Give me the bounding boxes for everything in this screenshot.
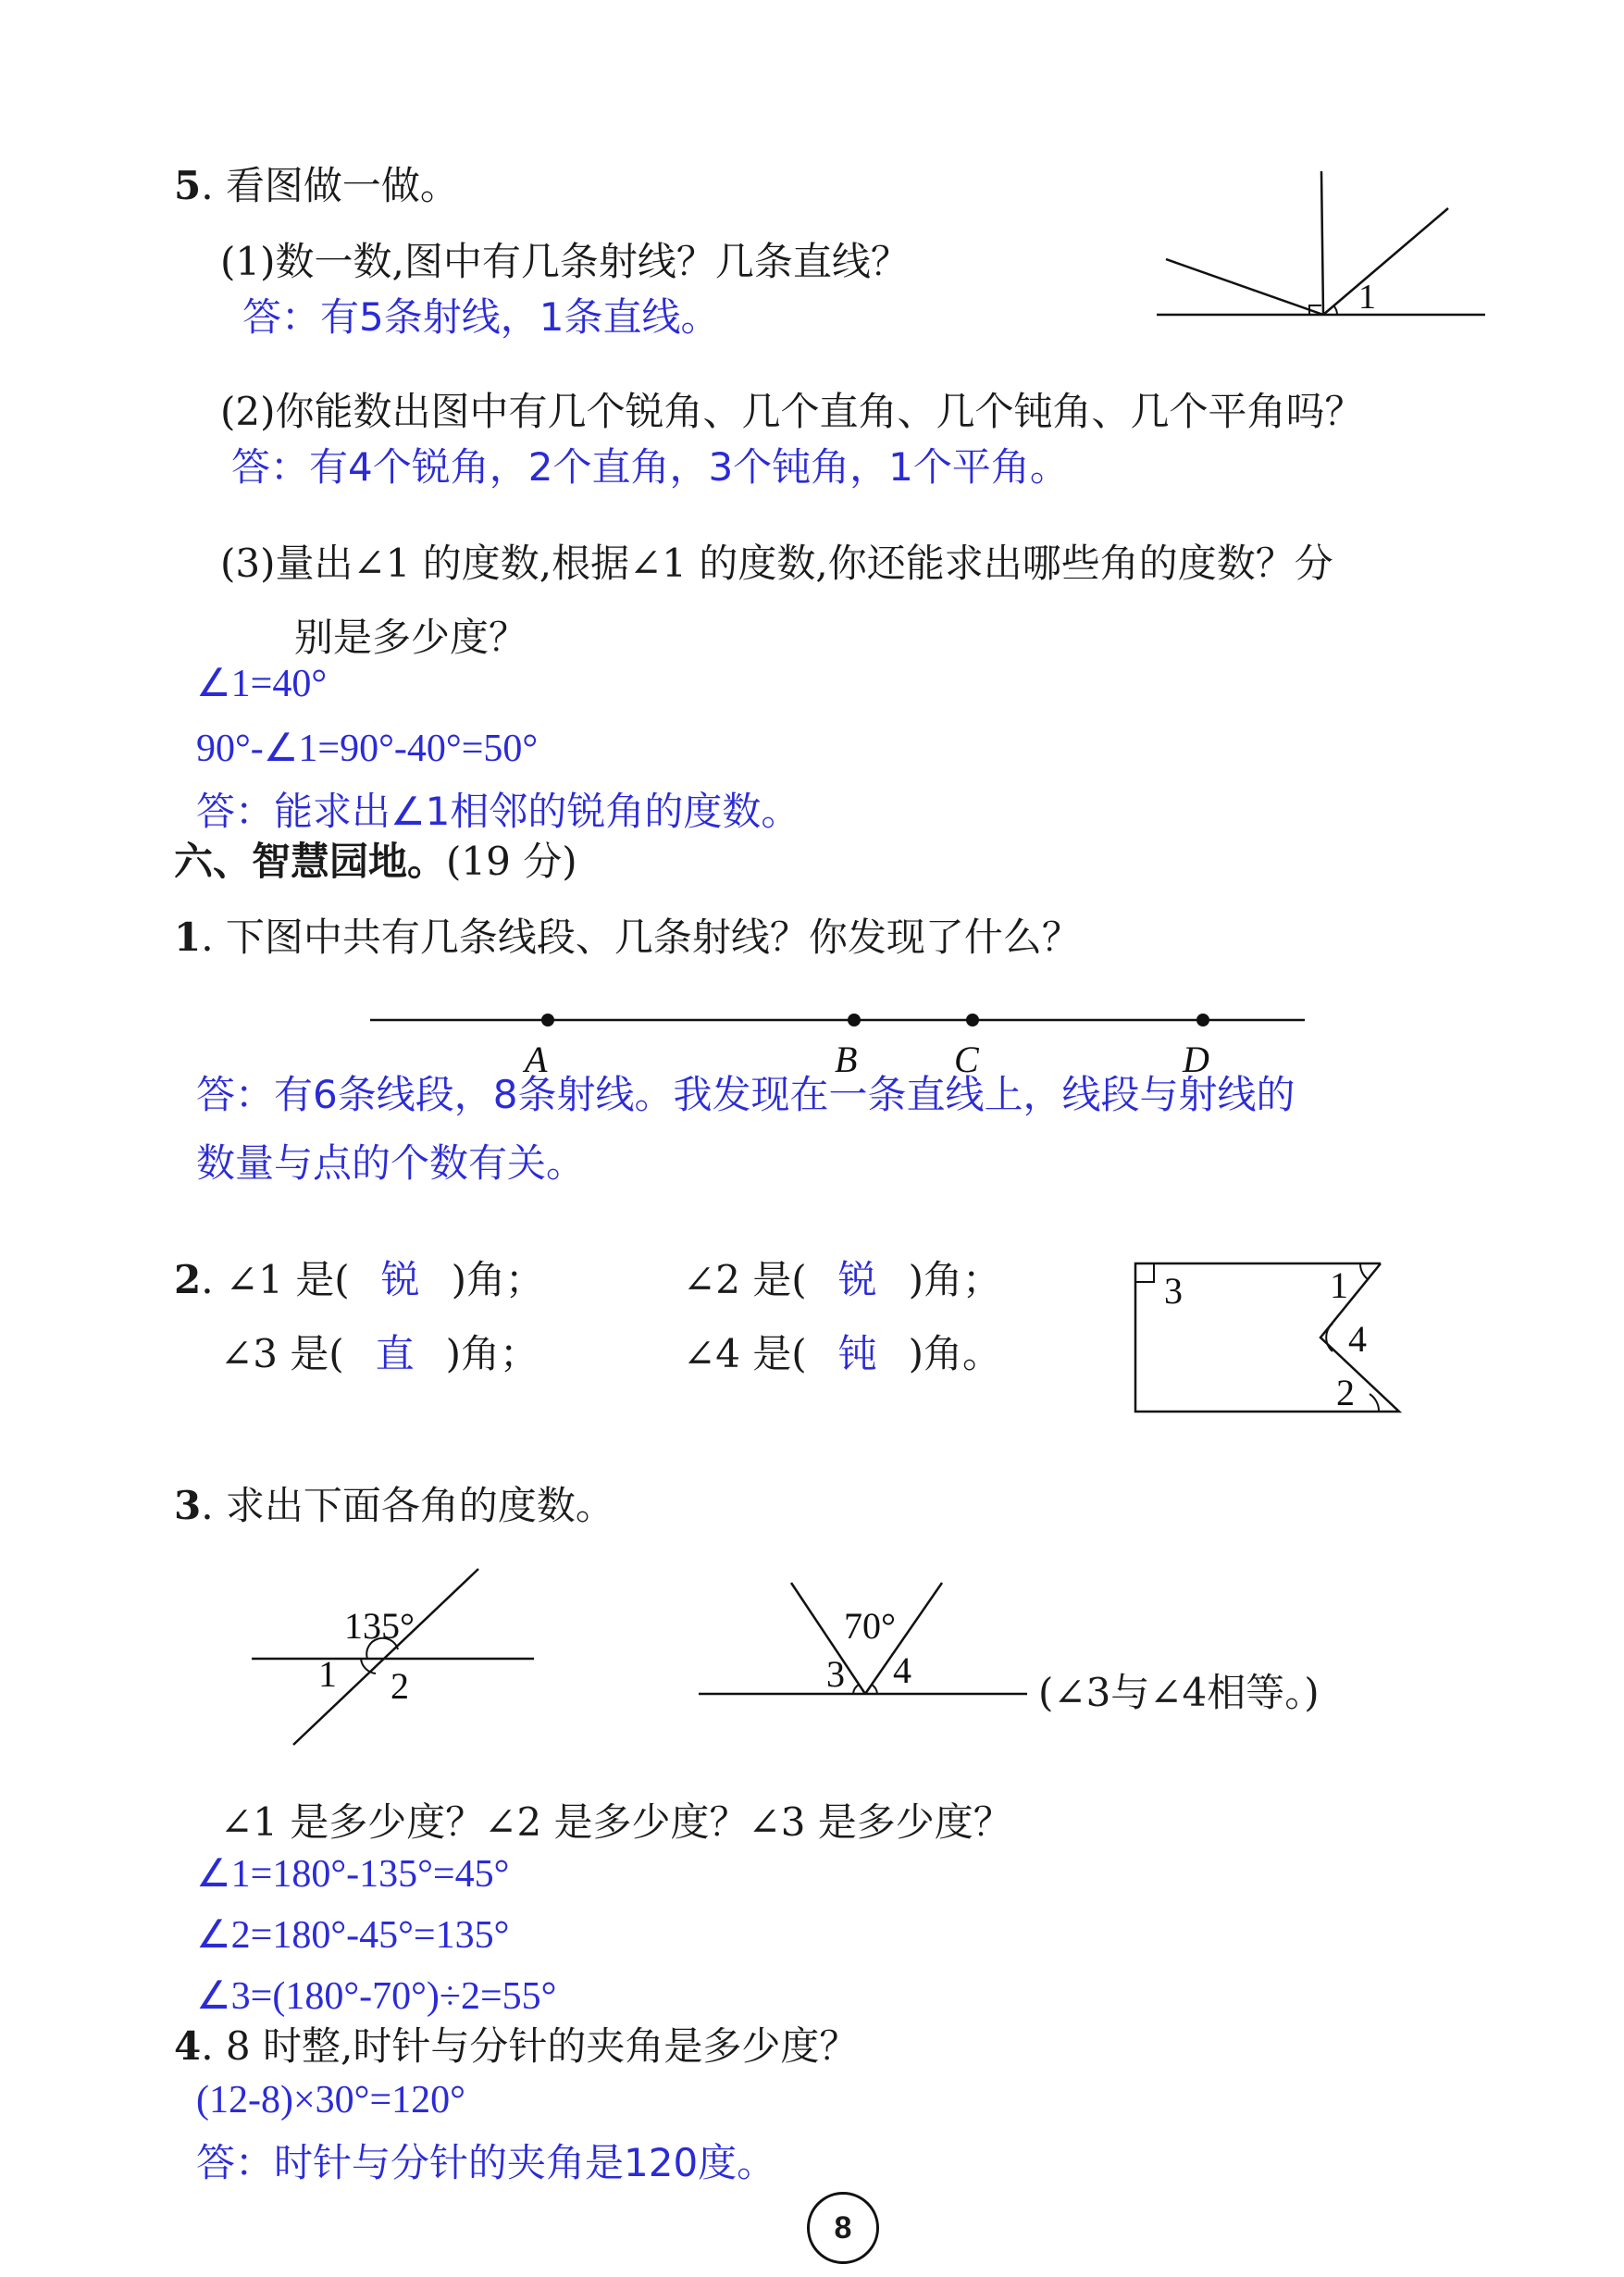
page-number: 8 bbox=[807, 2192, 879, 2264]
q5-answer3-line3: 答：能求出∠1相邻的锐角的度数。 bbox=[196, 789, 800, 834]
q1-answer-line2: 数量与点的个数有关。 bbox=[196, 1140, 586, 1186]
q5-title bbox=[174, 163, 459, 208]
q4-number: 4 bbox=[174, 2023, 202, 2069]
q3-answer1: ∠1=180°-135°=45° bbox=[196, 1853, 510, 1896]
q2-angle1-suffix: )角； bbox=[451, 1257, 544, 1302]
q2-angle2-prefix: ∠2 是( bbox=[683, 1257, 807, 1302]
q2-label-3: 3 bbox=[1164, 1270, 1183, 1312]
q3-fig2-label-4: 4 bbox=[893, 1649, 911, 1691]
q3-answer3: ∠3=(180°-70°)÷2=55° bbox=[196, 1975, 557, 2018]
q5-angle1-arc bbox=[1333, 305, 1337, 315]
q3-fig1-label-1: 1 bbox=[318, 1653, 337, 1695]
q4-text bbox=[174, 2023, 859, 2069]
q3-number: 3 bbox=[174, 1483, 202, 1528]
q3-text bbox=[174, 1483, 614, 1528]
q2-angle2 bbox=[683, 1257, 1002, 1302]
q1-label-b: B bbox=[835, 1039, 858, 1080]
section6-score: (19 分) bbox=[446, 839, 577, 884]
section6-heading bbox=[174, 839, 577, 884]
section6-title: 六、智慧园地。 bbox=[174, 839, 447, 884]
q2-angle4 bbox=[683, 1331, 1002, 1376]
q1-point-b bbox=[848, 1014, 861, 1027]
q3-figure-angle-70 bbox=[694, 1574, 1036, 1703]
q1-text bbox=[174, 915, 1081, 960]
q5-vertical-ray bbox=[1321, 171, 1323, 315]
q3-question: . 求出下面各角的度数。 bbox=[201, 1483, 614, 1528]
q2-angle3-suffix: )角； bbox=[445, 1331, 539, 1376]
q1-point-d bbox=[1196, 1014, 1209, 1027]
q5-rays-figure bbox=[1147, 167, 1499, 324]
q5-answer3-line2: 90°-∠1=90°-40°=50° bbox=[196, 728, 539, 770]
q3-fig2-label-70: 70° bbox=[844, 1605, 896, 1647]
q2-angle1 bbox=[174, 1257, 544, 1302]
q3-answer2: ∠2=180°-45°=135° bbox=[196, 1914, 510, 1957]
q2-angle1-answer: 锐 bbox=[380, 1257, 420, 1302]
q5-part1: (1)数一数,图中有几条射线？几条直线？ bbox=[220, 239, 910, 284]
q1-label-d: D bbox=[1183, 1039, 1209, 1080]
q5-answer3-line1: ∠1=40° bbox=[196, 663, 328, 705]
q5-number: 5 bbox=[174, 163, 202, 208]
q2-label-1: 1 bbox=[1330, 1264, 1348, 1306]
q1-label-c: C bbox=[954, 1039, 979, 1080]
q1-point-a bbox=[541, 1014, 554, 1027]
q3-fig2-arc-4 bbox=[872, 1685, 877, 1694]
q5-part3-line1: (3)量出∠1 的度数,根据∠1 的度数,你还能求出哪些角的度数？分 bbox=[220, 541, 1333, 586]
q5-title-text: . 看图做一做。 bbox=[201, 163, 459, 208]
q5-left-ray bbox=[1166, 259, 1323, 315]
q5-answer2: 答：有4个锐角，2个直角，3个钝角，1个平角。 bbox=[231, 444, 1069, 490]
q1-line-figure bbox=[366, 1000, 1309, 1083]
q4-answer1: (12-8)×30°=120° bbox=[196, 2079, 465, 2121]
q3-fig2-label-3: 3 bbox=[826, 1653, 845, 1695]
q2-angle4-prefix: ∠4 是( bbox=[683, 1331, 807, 1376]
q2-number: 2 bbox=[174, 1257, 202, 1302]
q2-label-2: 2 bbox=[1336, 1372, 1355, 1413]
q3-fig1-label-135: 135° bbox=[344, 1605, 415, 1647]
q5-angle1-label: 1 bbox=[1358, 278, 1376, 317]
q2-angle2-answer: 锐 bbox=[837, 1257, 877, 1302]
q2-angle4-answer: 钝 bbox=[837, 1331, 877, 1376]
q2-angle2-arc bbox=[1370, 1394, 1379, 1412]
q3-sub-question: ∠1 是多少度？∠2 是多少度？∠3 是多少度？ bbox=[220, 1799, 1012, 1845]
q2-shape-figure bbox=[1131, 1259, 1408, 1421]
q5-right-ray bbox=[1323, 208, 1448, 315]
q1-number: 1 bbox=[174, 915, 202, 960]
q3-fig1-arc-1 bbox=[361, 1659, 376, 1674]
q4-answer2: 答：时针与分针的夹角是120度。 bbox=[196, 2140, 776, 2185]
q1-question: . 下图中共有几条线段、几条射线？你发现了什么？ bbox=[201, 915, 1081, 960]
q2-right-angle-mark bbox=[1135, 1263, 1154, 1282]
q2-angle2-suffix: )角； bbox=[908, 1257, 1002, 1302]
q3-fig2-arc-3 bbox=[853, 1685, 859, 1694]
q4-question: . 8 时整,时针与分针的夹角是多少度？ bbox=[201, 2023, 859, 2069]
q2-angle3 bbox=[220, 1331, 539, 1376]
q2-angle4-suffix: )角。 bbox=[908, 1331, 1002, 1376]
q5-part2: (2)你能数出图中有几个锐角、几个直角、几个钝角、几个平角吗？ bbox=[220, 389, 1364, 434]
q1-point-c bbox=[966, 1014, 979, 1027]
q3-note: (∠3与∠4相等。) bbox=[1038, 1670, 1320, 1715]
q2-angle3-answer: 直 bbox=[375, 1331, 415, 1376]
q2-angle3-prefix: ∠3 是( bbox=[220, 1331, 344, 1376]
q2-angle1-prefix: . ∠1 是( bbox=[201, 1257, 350, 1302]
q5-part3-line2: 别是多少度？ bbox=[294, 615, 528, 660]
q2-label-4: 4 bbox=[1348, 1318, 1367, 1360]
q1-label-a: A bbox=[525, 1039, 548, 1080]
q3-fig1-label-2: 2 bbox=[391, 1665, 409, 1707]
q3-figure-intersecting-lines bbox=[242, 1564, 548, 1749]
q2-angle1-arc bbox=[1360, 1263, 1368, 1279]
q1-answer-line1: 答：有6条线段，8条射线。我发现在一条直线上，线段与射线的 bbox=[196, 1072, 1295, 1117]
q5-answer1: 答：有5条射线，1条直线。 bbox=[242, 294, 720, 340]
